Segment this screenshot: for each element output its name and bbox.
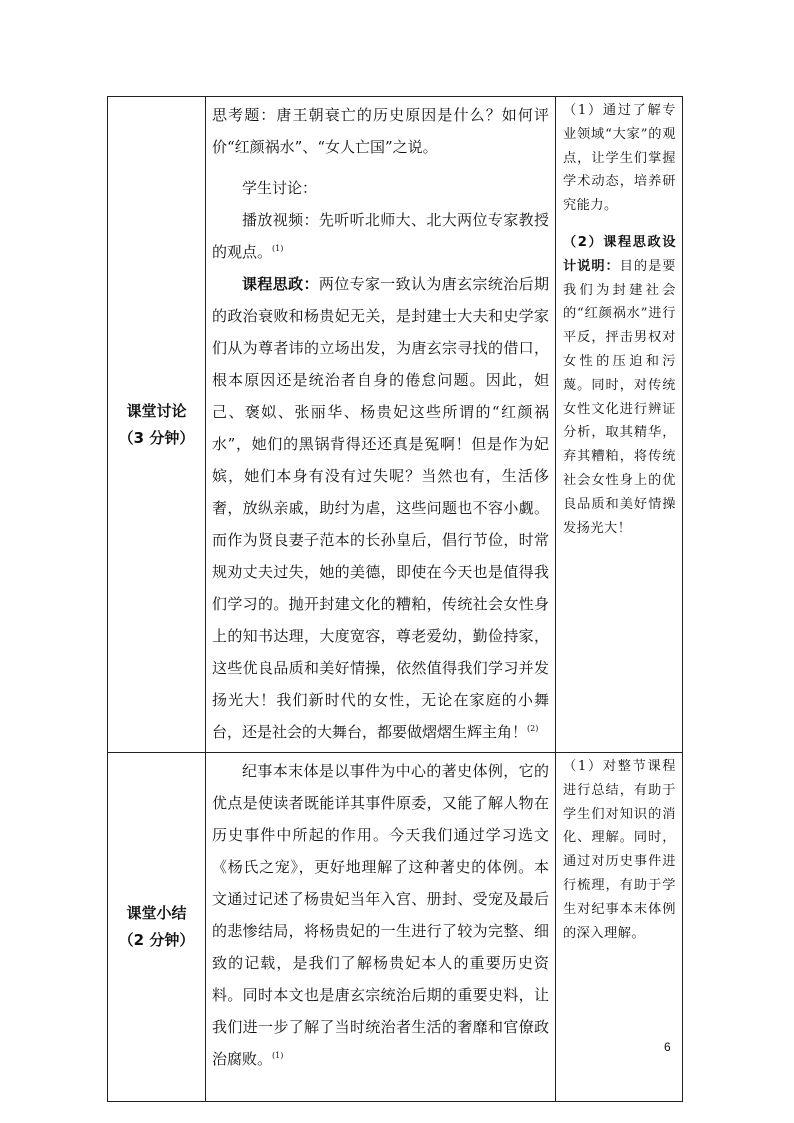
discussion-content [206,97,556,753]
row-label-discussion [108,97,206,753]
note-2: （2）课程思政设计说明：目的是要我们为封建社会的“红颜祸水”进行平反，抨击男权对女性的压迫和污蔑。同时，对传统女性文化进行辨证分析，取其精华，弃其糟粕，将传统社会女性身上的优良品质和美好情操发扬光大！ [563,234,676,536]
row-label-duration: （3 分钟） [118,428,195,447]
table-row [108,97,683,753]
discussion-notes [556,97,683,753]
note-1: （1）对整节课程进行总结，有助于学生们对知识的消化、理解。同时，通过对历史事件进行梳理，有助于学生对纪事本末体例的深入理解。 [563,759,676,941]
row-label-title: 课堂讨论 [126,401,187,420]
summary-content [206,753,556,1102]
footnote-ref: (1) [272,1051,284,1060]
summary-paragraph: 纪事本末体是以事件为中心的著史体例，它的优点是使读者既能详其事件原委，又能了解人物在历史事件中所起的作用。今天我们通过学习选文《杨氏之宠》，更好地理解了这种著史的体例。本文通过记述了杨贵妃当年入宫、册封、受宠及最后的悲惨结局，将杨贵妃的一生进行了较为完整、细致的记载，是我们了解杨贵妃本人的重要历史资料。同时本文也是唐玄宗统治后期的重要史料，让我们进一步了解了当时统治者生活的奢靡和官僚政治腐败。$^{(1)}$ [212,762,549,1068]
footnote-ref: (1) [272,244,284,253]
row-label-title: 课堂小结 [126,904,187,922]
footnote-ref: (2) [527,724,539,733]
ideological-heading: 课程思政： [242,275,319,293]
table-row [108,753,683,1102]
lesson-plan-table [107,96,683,1102]
page-number: 6 [664,1040,671,1054]
student-discussion: 学生讨论： [242,179,318,197]
note-heading: （2）课程思政设计说明： [563,234,676,274]
discussion-question: 思考题：唐王朝衰亡的历史原因是什么？如何评价“红颜祸水”、“女人亡国”之说。 [212,106,549,156]
ideological-paragraph: 课程思政：两位专家一致认为唐玄宗统治后期的政治衰败和杨贵妃无关，是封建士大夫和史学家们从为尊者讳的立场出发，为唐玄宗寻找的借口，根本原因还是统治者自身的倦怠问题。因此，妲己、褒姒、张丽华、杨贵妃这些所谓的“红颜祸水”，她们的黑锅背得还还真是冤啊！但是作为妃嫔，她们本身有没有过失呢？当然也有，生活侈奢，放纵亲戚，助纣为虐，这些问题也不容小觑。而作为贤良妻子范本的长孙皇后，倡行节俭，时常规劝丈夫过失，她的美德，即使在今天也是值得我们学习的。抛开封建文化的糟粕，传统社会女性身上的知书达理，大度宽容，尊老爱幼，勤俭持家，这些优良品质和美好情操，依然值得我们学习并发扬光大！我们新时代的女性，无论在家庭的小舞台，还是社会的大舞台，都要做熠熠生辉主角！$^{(2)}$ [212,275,549,741]
row-label-duration: （2 分钟） [118,931,195,949]
row-label-summary [108,753,206,1102]
video-paragraph: 播放视频：先听听北师大、北大两位专家教授的观点。$^{(1)}$ [212,211,549,261]
note-1: （1）通过了解专业领域“大家”的观点，让学生们掌握学术动态，培养研究能力。 [563,103,676,214]
